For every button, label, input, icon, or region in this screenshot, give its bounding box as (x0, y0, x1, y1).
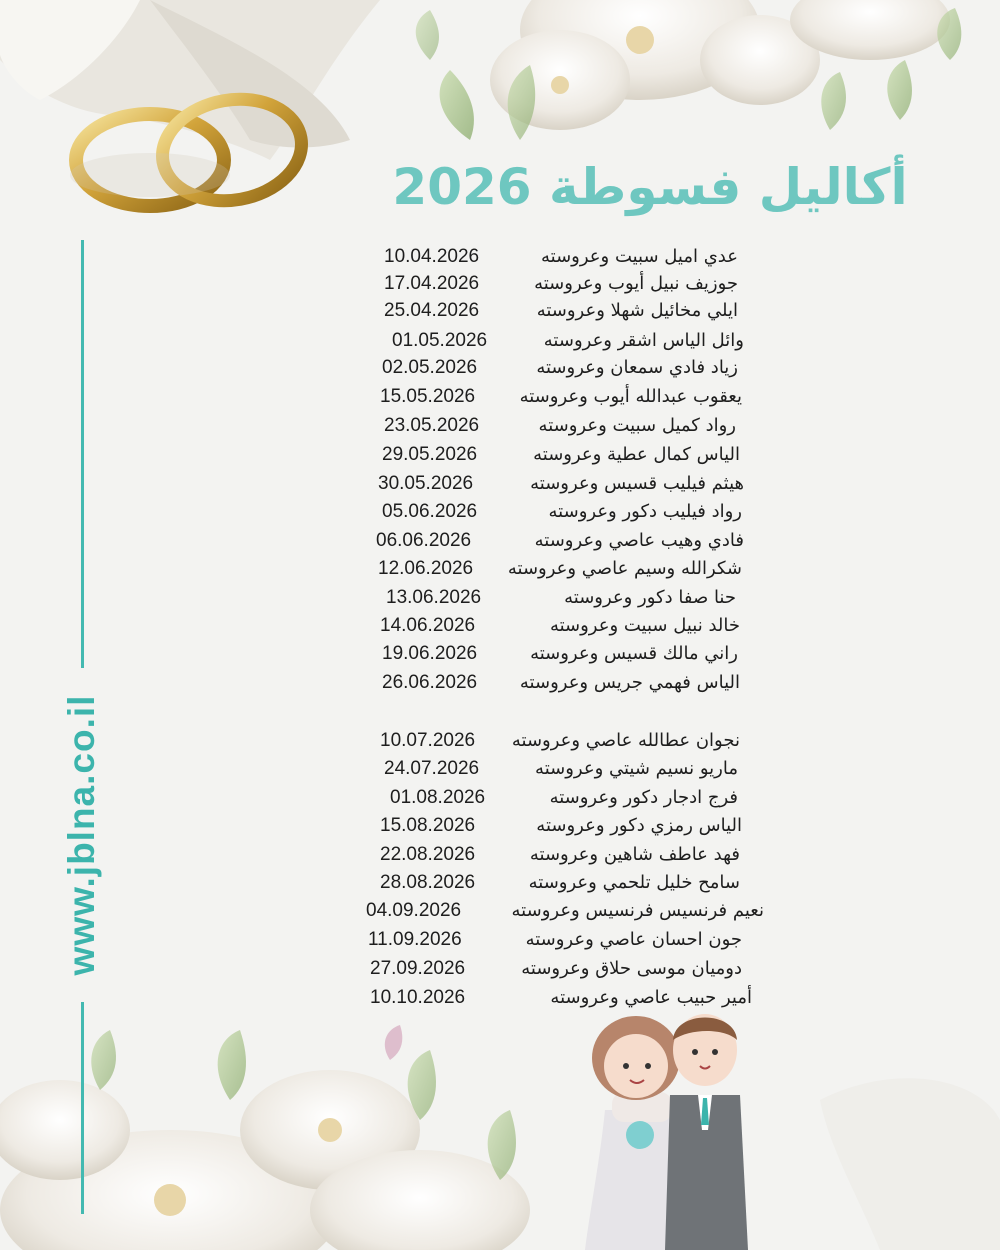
couple-name: حنا صفا دكور وعروسته (564, 587, 736, 608)
wedding-date: 04.09.2026 (366, 900, 462, 921)
couple-name: عدي اميل سبيت وعروسته (541, 246, 738, 267)
couple-name: أمير حبيب عاصي وعروسته (550, 987, 752, 1008)
couple-name: رواد فيليب دكور وعروسته (548, 501, 742, 522)
wedding-date: 01.05.2026 (392, 330, 488, 351)
couple-name: شكرالله وسيم عاصي وعروسته (507, 558, 742, 579)
list-item (382, 640, 738, 668)
couple-name: الياس كمال عطية وعروسته (533, 444, 740, 465)
list-item (380, 383, 742, 411)
couple-name: جون احسان عاصي وعروسته (525, 929, 742, 950)
list-item (384, 297, 738, 325)
lily-flower-decoration (0, 0, 380, 160)
list-item (370, 955, 742, 983)
list-item (390, 784, 738, 812)
list-item (382, 441, 740, 469)
wedding-date: 24.07.2026 (384, 758, 480, 779)
couple-name: فرج ادجار دكور وعروسته (549, 787, 738, 808)
wedding-date: 29.05.2026 (382, 444, 478, 465)
couple-name: راني مالك قسيس وعروسته (530, 643, 738, 664)
couple-name: وائل الياس اشقر وعروسته (543, 330, 744, 351)
list-item (384, 412, 736, 440)
wedding-date: 15.08.2026 (380, 815, 476, 836)
top-flowers-decoration (416, 0, 962, 140)
wedding-date: 26.06.2026 (382, 672, 478, 693)
wedding-date: 28.08.2026 (380, 872, 476, 893)
list-item (392, 327, 744, 355)
couple-name: فهد عاطف شاهين وعروسته (529, 844, 740, 865)
bride-and-groom-illustration (585, 1014, 748, 1250)
wedding-date: 12.06.2026 (378, 558, 474, 579)
wedding-date: 01.08.2026 (390, 787, 486, 808)
list-item (382, 498, 742, 526)
wedding-date: 10.07.2026 (380, 730, 476, 751)
list-item (386, 584, 736, 612)
couple-name: رواد كميل سبيت وعروسته (538, 415, 736, 436)
couple-name: سامح خليل تلحمي وعروسته (528, 872, 740, 893)
wedding-date: 27.09.2026 (370, 958, 466, 979)
list-item (380, 612, 740, 640)
wedding-date: 15.05.2026 (380, 386, 476, 407)
couple-name: يعقوب عبدالله أيوب وعروسته (519, 386, 742, 407)
wedding-date: 02.05.2026 (382, 357, 478, 378)
wedding-date: 13.06.2026 (386, 587, 482, 608)
wedding-date: 17.04.2026 (384, 273, 480, 294)
list-item (380, 869, 740, 897)
couple-name: ايلي مخائيل شهلا وعروسته (536, 300, 738, 321)
list-item (368, 926, 742, 954)
wedding-date: 19.06.2026 (382, 643, 478, 664)
website-url[interactable]: www.jblna.co.il (61, 694, 102, 976)
couple-name: فادي وهيب عاصي وعروسته (534, 530, 744, 551)
sidebar-divider-top (81, 240, 84, 668)
list-item (370, 984, 752, 1012)
couple-name: زياد فادي سمعان وعروسته (536, 357, 738, 378)
list-item (382, 669, 740, 697)
list-item (376, 527, 744, 555)
bottom-flowers-decoration (0, 1025, 530, 1250)
wedding-date: 23.05.2026 (384, 415, 480, 436)
list-item (366, 897, 764, 925)
list-item (378, 470, 744, 498)
wedding-date: 06.06.2026 (376, 530, 472, 551)
wedding-date: 25.04.2026 (384, 300, 480, 321)
couple-name: خالد نبيل سبيت وعروسته (549, 615, 740, 636)
list-item (384, 243, 738, 271)
wedding-date: 14.06.2026 (380, 615, 476, 636)
couple-name: نعيم فرنسيس فرنسيس وعروسته (511, 900, 764, 921)
couple-name: دوميان موسى حلاق وعروسته (521, 958, 742, 979)
couple-name: الياس رمزي دكور وعروسته (536, 815, 742, 836)
list-item (380, 727, 740, 755)
list-item (384, 270, 738, 298)
list-item (380, 841, 740, 869)
page-title: أكاليل فسوطة 2026 (392, 158, 908, 216)
list-item (380, 812, 742, 840)
couple-name: ماريو نسيم شيتي وعروسته (535, 758, 738, 779)
couple-name: الياس فهمي جريس وعروسته (519, 672, 740, 693)
list-item (378, 555, 742, 583)
sidebar-divider-bottom (81, 1002, 84, 1214)
wedding-date: 22.08.2026 (380, 844, 476, 865)
wedding-date: 05.06.2026 (382, 501, 478, 522)
wedding-date: 10.04.2026 (384, 246, 480, 267)
wedding-date: 11.09.2026 (368, 929, 462, 950)
wedding-date: 10.10.2026 (370, 987, 466, 1008)
couple-name: نجوان عطالله عاصي وعروسته (511, 730, 740, 751)
couple-name: هيثم فيليب قسيس وعروسته (530, 473, 744, 494)
couple-name: جوزيف نبيل أيوب وعروسته (534, 273, 738, 294)
list-item (382, 354, 738, 382)
list-item (384, 755, 738, 783)
wedding-date: 30.05.2026 (378, 473, 474, 494)
